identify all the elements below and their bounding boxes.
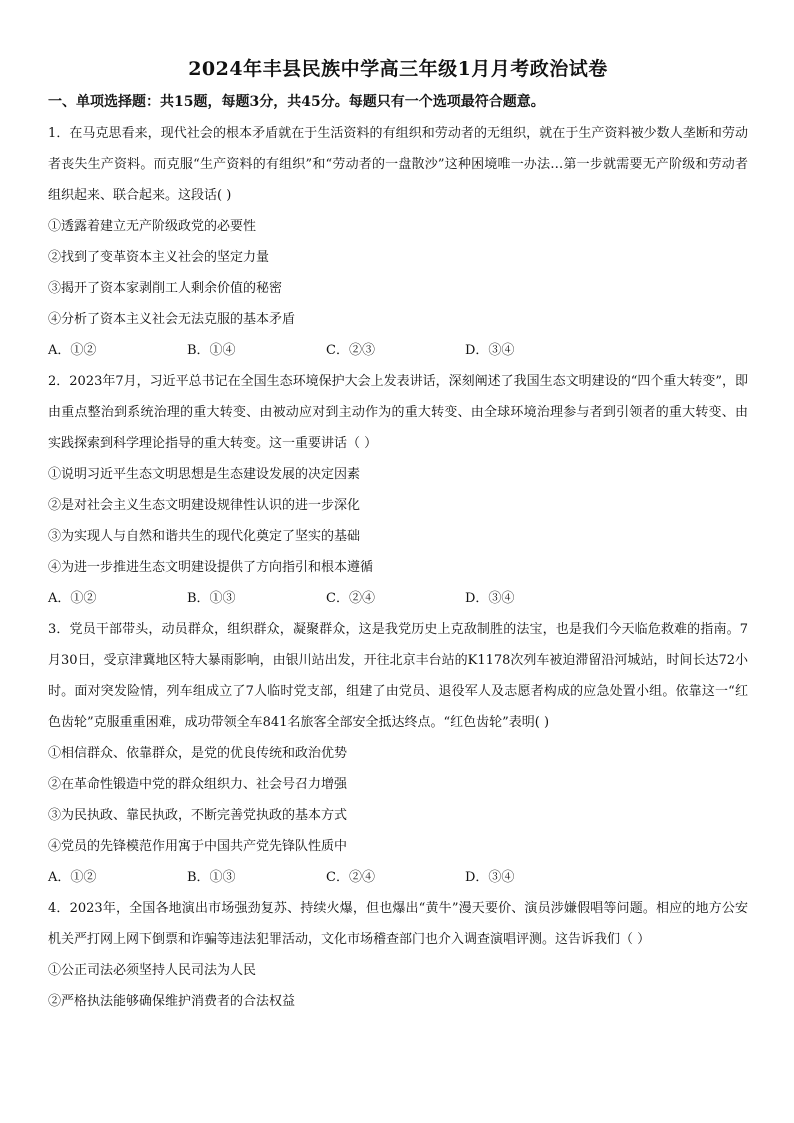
choice-b: B．①③: [187, 870, 236, 885]
question-stem: 3．党员干部带头，动员群众，组织群众，凝聚群众，这是我党历史上克敌制胜的法宝，也是我们今天临危救难的指南。7月30日，受京津冀地区特大暴雨影响，由银川站出发，开往北京丰台站的K1178次列车被迫滞留沿河城站，时间长达72小时。面对突发险情，列车组成立了7人临时党支部，组建了由党员、退役军人及志愿者构成的应急处置小组。依靠这一“红色齿轮”克服重重困难，成功带领全车841名旅客全部安全抵达终点。“红色齿轮”表明( ): [48, 622, 748, 730]
statement-option: ③为实现人与自然和谐共生的现代化奠定了坚实的基础: [48, 529, 361, 544]
choice-c: C．②④: [326, 870, 375, 885]
question-stem: 1．在马克思看来，现代社会的根本矛盾就在于生活资料的有组织和劳动者的无组织，就在于生产资料被少数人垄断和劳动者丧失生产资料。而克服“生产资料的有组织”和“劳动者的一盘散沙”这种困境唯一办法…第一步就需要无产阶级和劳动者组织起来、联合起来。这段话( ): [48, 126, 748, 203]
exam-page: [48, 56, 748, 1017]
question-4: [48, 893, 748, 1017]
choice-d: D．③④: [465, 870, 515, 885]
choice-c: C．②④: [326, 591, 375, 606]
statement-option: ④党员的先锋模范作用寓于中国共产党先锋队性质中: [48, 839, 348, 854]
statement-option: ②是对社会主义生态文明建设规律性认识的进一步深化: [48, 498, 361, 513]
statement-option: ③为民执政、靠民执政，不断完善党执政的基本方式: [48, 808, 348, 823]
question-stem: 4．2023年，全国各地演出市场强劲复苏、持续火爆，但也爆出“黄牛”漫天要价、演员涉嫌假唱等问题。相应的地方公安机关严打网上网下倒票和诈骗等违法犯罪活动，文化市场稽查部门也介入调查演唱评测。这告诉我们（ ）: [48, 901, 748, 947]
question-3: [48, 614, 748, 893]
choice-b: B．①③: [187, 591, 236, 606]
statement-option: ②在革命性锻造中党的群众组织力、社会号召力增强: [48, 777, 348, 792]
statement-option: ②找到了变革资本主义社会的坚定力量: [48, 250, 270, 265]
choice-c: C．②③: [326, 343, 375, 358]
statement-option: ①相信群众、依靠群众，是党的优良传统和政治优势: [48, 746, 348, 761]
answer-choices: [48, 335, 748, 366]
exam-title: 2024年丰县民族中学高三年级1月月考政治试卷: [188, 58, 608, 80]
choice-a: A．①②: [48, 870, 97, 885]
statement-option: ①公正司法必须坚持人民司法为人民: [48, 963, 257, 978]
statement-option: ③揭开了资本家剥削工人剩余价值的秘密: [48, 281, 283, 296]
statement-option: ④分析了资本主义社会无法克服的基本矛盾: [48, 312, 296, 327]
statement-option: ①透露着建立无产阶级政党的必要性: [48, 219, 257, 234]
choice-a: A．①②: [48, 591, 97, 606]
statement-option: ①说明习近平生态文明思想是生态建设发展的决定因素: [48, 467, 361, 482]
question-1: [48, 118, 748, 366]
statement-option: ②严格执法能够确保维护消费者的合法权益: [48, 994, 296, 1009]
choice-d: D．③④: [465, 343, 515, 358]
answer-choices: [48, 862, 748, 893]
choice-d: D．③④: [465, 591, 515, 606]
section-heading: 一、单项选择题：共15题，每题3分，共45分。每题只有一个选项最符合题意。: [48, 94, 545, 110]
question-stem: 2．2023年7月，习近平总书记在全国生态环境保护大会上发表讲话，深刻阐述了我国生态文明建设的“四个重大转变”，即由重点整治到系统治理的重大转变、由被动应对到主动作为的重大转变、由全球环境治理参与者到引领者的重大转变、由实践探索到科学理论指导的重大转变。这一重要讲话（ ）: [48, 374, 748, 451]
question-2: [48, 366, 748, 614]
choice-a: A．①②: [48, 343, 97, 358]
answer-choices: [48, 583, 748, 614]
choice-b: B．①④: [187, 343, 236, 358]
statement-option: ④为进一步推进生态文明建设提供了方向指引和根本遵循: [48, 560, 374, 575]
